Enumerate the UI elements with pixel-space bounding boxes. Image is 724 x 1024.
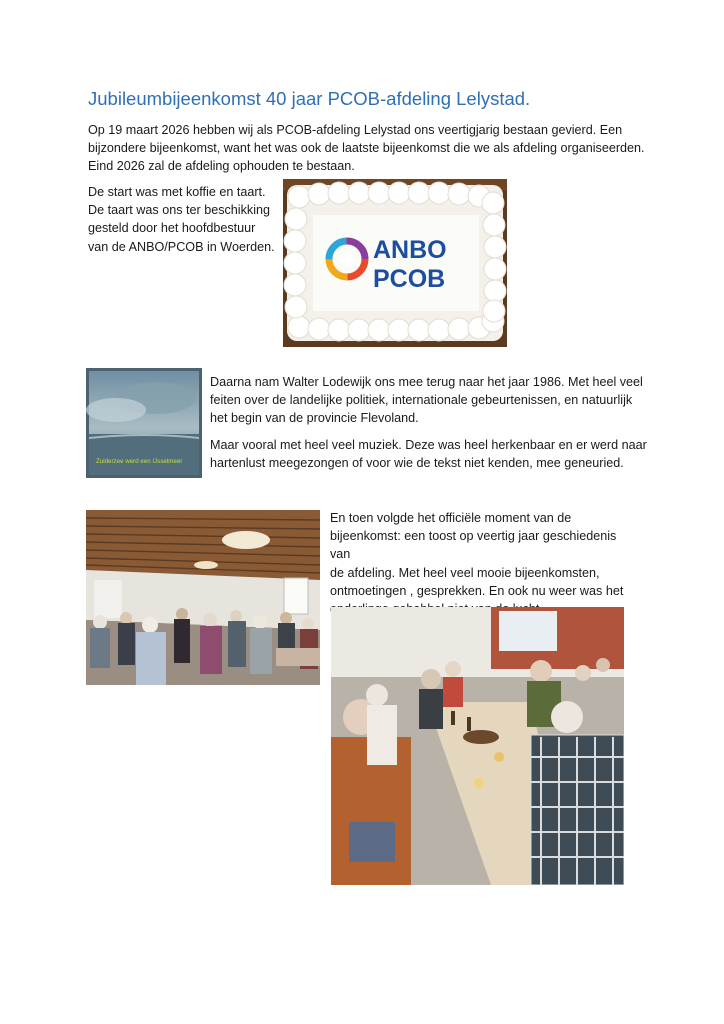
intro-line: Op 19 maart 2026 hebben wij als PCOB-afdeling Lelystad ons veertigjarig bestaan gevierd. Een (88, 123, 623, 137)
toast-line: En toen volgde het officiële moment van de (330, 511, 572, 525)
intro-line: bijzondere bijeenkomst, want het was ook de laatste bijeenkomst die we als afdeling organiseerden. (88, 141, 645, 156)
cake-line: De taart was ons ter beschikking (88, 203, 270, 218)
cake-photo (283, 179, 507, 347)
cake-line: gesteld door het hoofdbestuur (88, 221, 256, 236)
history-paragraph (210, 373, 650, 428)
presentation-photo (86, 368, 202, 478)
history-line: het begin van de provincie Flevoland. (210, 411, 419, 426)
toast-paragraph (330, 509, 630, 618)
intro-line: Eind 2026 zal de afdeling ophouden te bestaan. (88, 159, 355, 174)
logo-line-pcob: PCOB (373, 265, 446, 293)
history-line: feiten over de landelijke politiek, internationale gebeurtenissen, en natuurlijk (210, 393, 633, 408)
page-title: Jubileumbijeenkomst 40 jaar PCOB-afdeling Lelystad. (88, 88, 531, 109)
music-line: Maar vooral met heel veel muziek. Deze was heel herkenbaar en er werd naar (210, 438, 647, 452)
screen-caption: Zuiderzee werd een IJsselmeer (96, 458, 183, 465)
toast-line: ontmoetingen , gesprekken. En ook nu weer was het (330, 583, 624, 598)
table-gathering-photo (331, 607, 624, 885)
music-line: hartenlust meegezongen of voor wie de tekst niet kenden, mee geneuried. (210, 456, 624, 471)
toast-line: bijeenkomst: een toost op veertig jaar geschiedenis van (330, 529, 617, 562)
cake-paragraph (88, 183, 278, 256)
toast-line: de afdeling. Met heel veel mooie bijeenkomsten, (330, 565, 600, 580)
cake-line: De start was met koffie en taart. (88, 185, 266, 199)
hall-photo (86, 510, 320, 685)
history-line: Daarna nam Walter Lodewijk ons mee terug naar het jaar 1986. Met heel veel (210, 375, 643, 389)
logo-line-anbo: ANBO (373, 236, 447, 264)
intro-paragraph (88, 121, 648, 176)
music-paragraph (210, 436, 650, 472)
cake-line: van de ANBO/PCOB in Woerden. (88, 239, 275, 254)
